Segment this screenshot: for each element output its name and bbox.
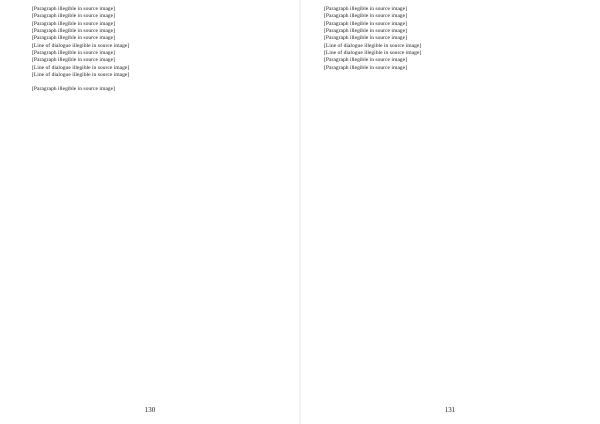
paragraph: [Paragraph illegible in source image]	[32, 20, 115, 27]
right-page-body	[314, 6, 578, 72]
paragraph: [Paragraph illegible in source image]	[32, 57, 115, 64]
paragraph: [Line of dialogue illegible in source image]	[32, 64, 130, 71]
paragraph: [Paragraph illegible in source image]	[324, 28, 407, 35]
paragraph: [Line of dialogue illegible in source image]	[324, 50, 422, 57]
right-page-number: 131	[444, 406, 456, 414]
paragraph: [Line of dialogue illegible in source image]	[324, 42, 422, 49]
paragraph: [Paragraph illegible in source image]	[324, 57, 407, 64]
left-page-body	[22, 6, 286, 94]
right-page	[300, 0, 600, 424]
left-page-number: 130	[144, 406, 156, 414]
paragraph: [Paragraph illegible in source image]	[32, 28, 115, 35]
paragraph: [Paragraph illegible in source image]	[32, 6, 115, 12]
paragraph: [Paragraph illegible in source image]	[324, 20, 407, 27]
paragraph: [Paragraph illegible in source image]	[324, 13, 407, 20]
paragraph: [Paragraph illegible in source image]	[324, 64, 407, 71]
paragraph: [Line of dialogue illegible in source image]	[32, 42, 130, 49]
paragraph: [Paragraph illegible in source image]	[32, 35, 115, 42]
paragraph: [Paragraph illegible in source image]	[32, 86, 115, 93]
paragraph: [Paragraph illegible in source image]	[324, 6, 407, 12]
paragraph: [Line of dialogue illegible in source image]	[32, 72, 130, 79]
paragraph: [Paragraph illegible in source image]	[32, 50, 115, 57]
paragraph: [Paragraph illegible in source image]	[32, 13, 115, 20]
paragraph: [Paragraph illegible in source image]	[324, 35, 407, 42]
